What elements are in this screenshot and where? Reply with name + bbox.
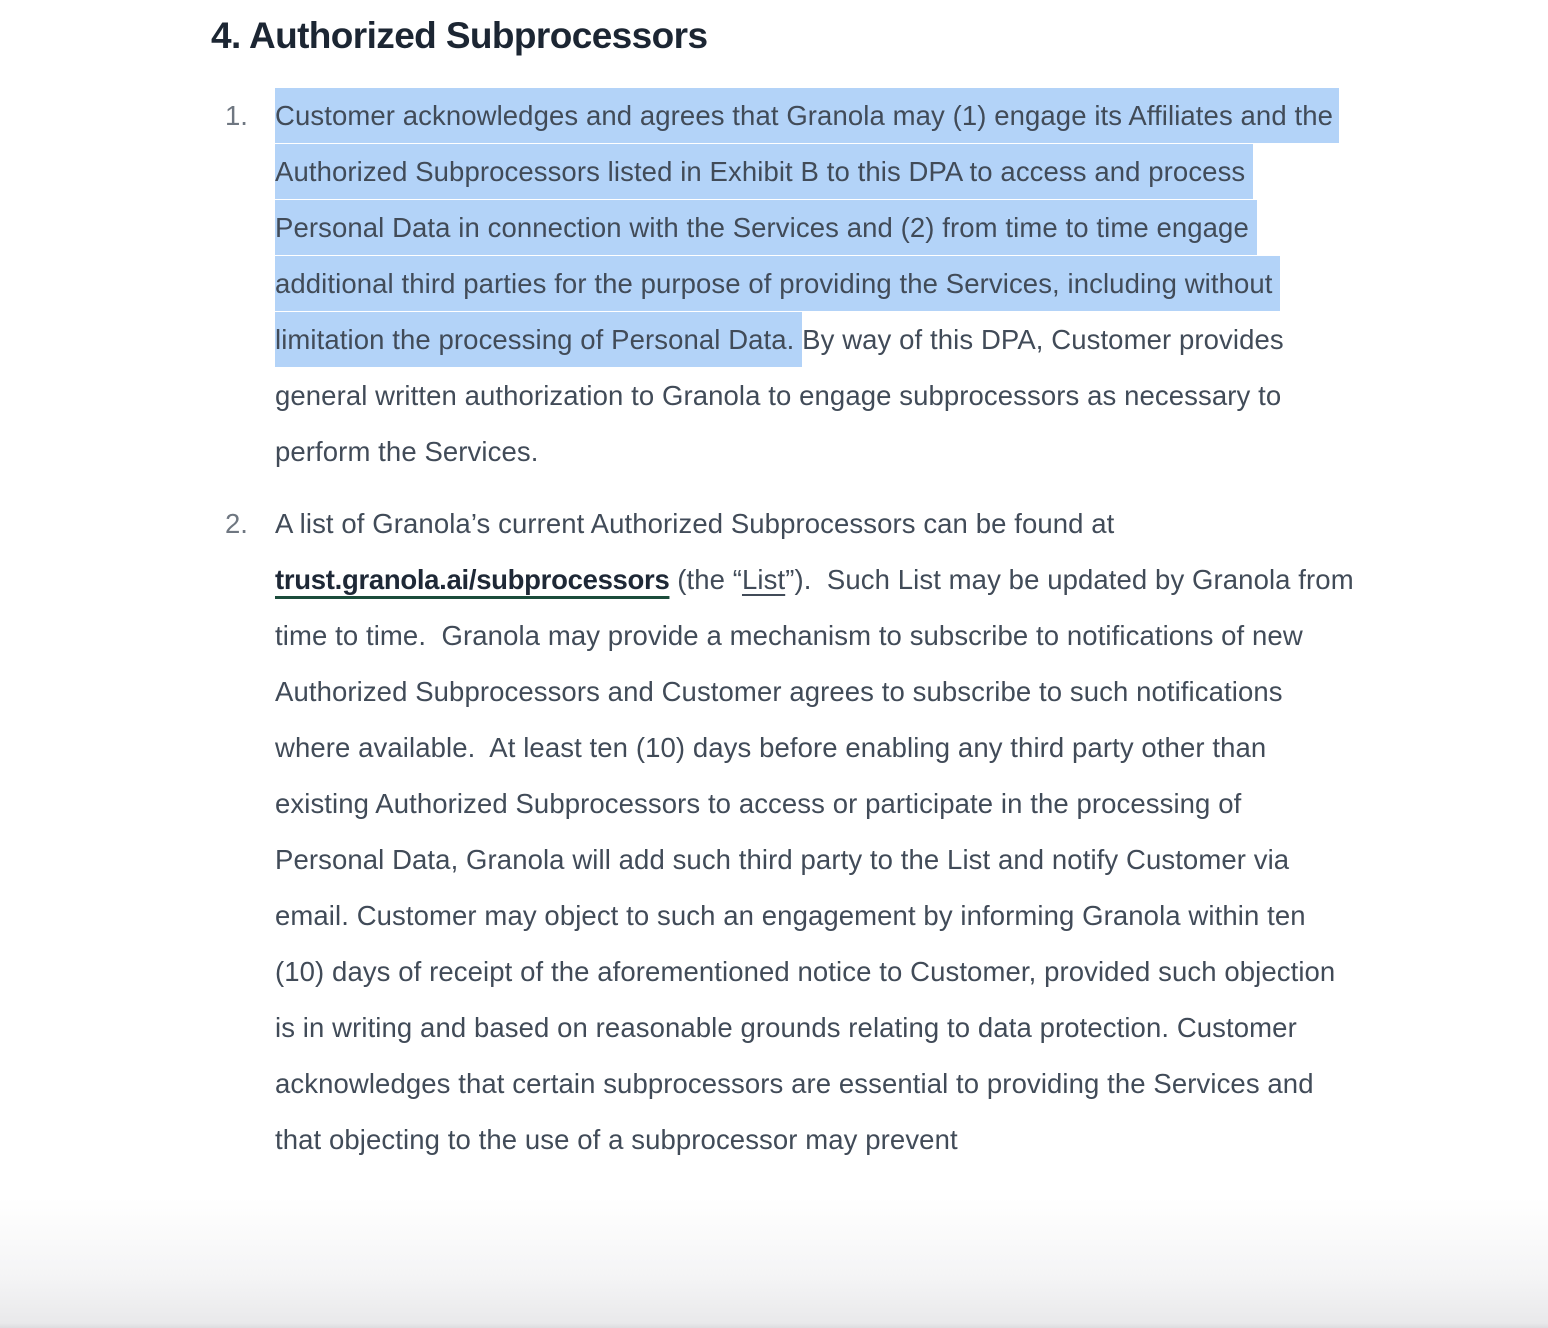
paragraph-2-between: (the “ <box>669 564 742 595</box>
paragraph-1 <box>275 88 1355 480</box>
paragraph-2-before-link: A list of Granola’s current Authorized Subprocessors can be found at <box>275 508 1123 539</box>
subprocessors-list <box>211 88 1362 1168</box>
bottom-fade <box>0 1198 1548 1328</box>
paragraph-2 <box>275 496 1362 1168</box>
defined-term-list: List <box>741 564 786 595</box>
list-item-2 <box>211 496 1362 1168</box>
paragraph-2-rest: ”). Such List may be updated by Granola from time to time. Granola may provide a mechanism to subscribe to notifications of new Authorized Subprocessors and Customer agrees to subscribe to such notifications where available. At least ten (10) days before enabling any third party other than existing Authorized Subprocessors to access or participate in the processing of Personal Data, Granola will add such third party to the List and notify Customer via email. Customer may object to such an engagement by informing Granola within ten (10) days of receipt of the aforementioned notice to Customer, provided such objection is in writing and based on reasonable grounds relating to data protection. Customer acknowledges that certain subprocessors are essential to providing the Services and that objecting to the use of a subprocessor may prevent <box>275 564 1362 1155</box>
subprocessors-link[interactable]: trust.granola.ai/subprocessors <box>275 564 670 595</box>
section-heading: 4. Authorized Subprocessors <box>211 15 708 56</box>
paragraph-1-rest: By way of this DPA, Customer provides general written authorization to Granola to engage subprocessors as necessary to perform the Services. <box>275 324 1292 467</box>
list-item-1 <box>211 88 1355 480</box>
selected-text: Customer acknowledges and agrees that Granola may (1) engage its Affiliates and the Authorized Subprocessors listed in Exhibit B to this DPA to access and process Personal Data in connection with the Services and (2) from time to time engage additional third parties for the purpose of providing the Services, including without limitation the processing of Personal Data. <box>275 88 1339 367</box>
list-item-number: 2. <box>225 508 248 539</box>
list-item-number: 1. <box>225 100 248 131</box>
